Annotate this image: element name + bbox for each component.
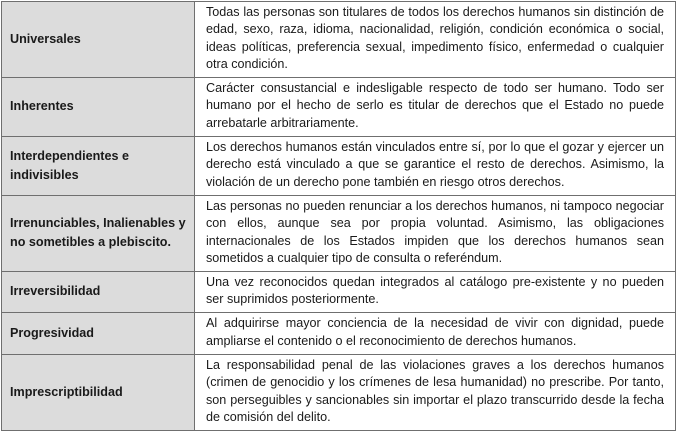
description-cell: Las personas no pueden renunciar a los derechos humanos, ni tampoco negociar con ellos, aunque sea por propia voluntad. Asimismo, las obligaciones internacionales de los Estados impiden que los derechos humanos sean sometidos a cualquier tipo de consulta o referéndum. [195, 195, 676, 271]
description-cell: Carácter consustancial e indesligable respecto de todo ser humano. Todo ser humano por el hecho de serlo es titular de derechos que el Estado no puede arrebatarle arbitrariamente. [195, 77, 676, 136]
table-row [2, 77, 676, 136]
description-cell: Todas las personas son titulares de todos los derechos humanos sin distinción de edad, sexo, raza, idioma, nacionalidad, religión, condición económica o social, ideas políticas, preferencia sexual, impedimento físico, enfermedad o cualquier otra condición. [195, 2, 676, 78]
description-cell: Los derechos humanos están vinculados entre sí, por lo que el gozar y ejercer un derecho está vinculado a que se garantice el resto de derechos. Asimismo, la violación de un derecho pone también en riesgo otros derechos. [195, 136, 676, 195]
term-cell: Irrenunciables, Inalienables y no sometibles a plebiscito. [2, 195, 195, 271]
term-cell: Inherentes [2, 77, 195, 136]
term-cell: Irreversibilidad [2, 271, 195, 312]
table-row [2, 271, 676, 312]
term-cell: Universales [2, 2, 195, 78]
term-cell: Imprescriptibilidad [2, 354, 195, 430]
table-row [2, 354, 676, 430]
table-row [2, 136, 676, 195]
description-cell: Al adquirirse mayor conciencia de la necesidad de vivir con dignidad, puede ampliarse el contenido o el reconocimiento de derechos humanos. [195, 312, 676, 354]
description-cell: Una vez reconocidos quedan integrados al catálogo pre-existente y no pueden ser suprimidos posteriormente. [195, 271, 676, 312]
table-row [2, 2, 676, 78]
description-cell: La responsabilidad penal de las violaciones graves a los derechos humanos (crimen de genocidio y los crímenes de lesa humanidad) no prescribe. Por tanto, son perseguibles y sancionables sin importar el plazo transcurrido desde la fecha de comisión del delito. [195, 354, 676, 430]
rights-characteristics-table [1, 1, 676, 431]
term-cell: Progresividad [2, 312, 195, 354]
table-row [2, 195, 676, 271]
term-cell: Interdependientes e indivisibles [2, 136, 195, 195]
table-row [2, 312, 676, 354]
